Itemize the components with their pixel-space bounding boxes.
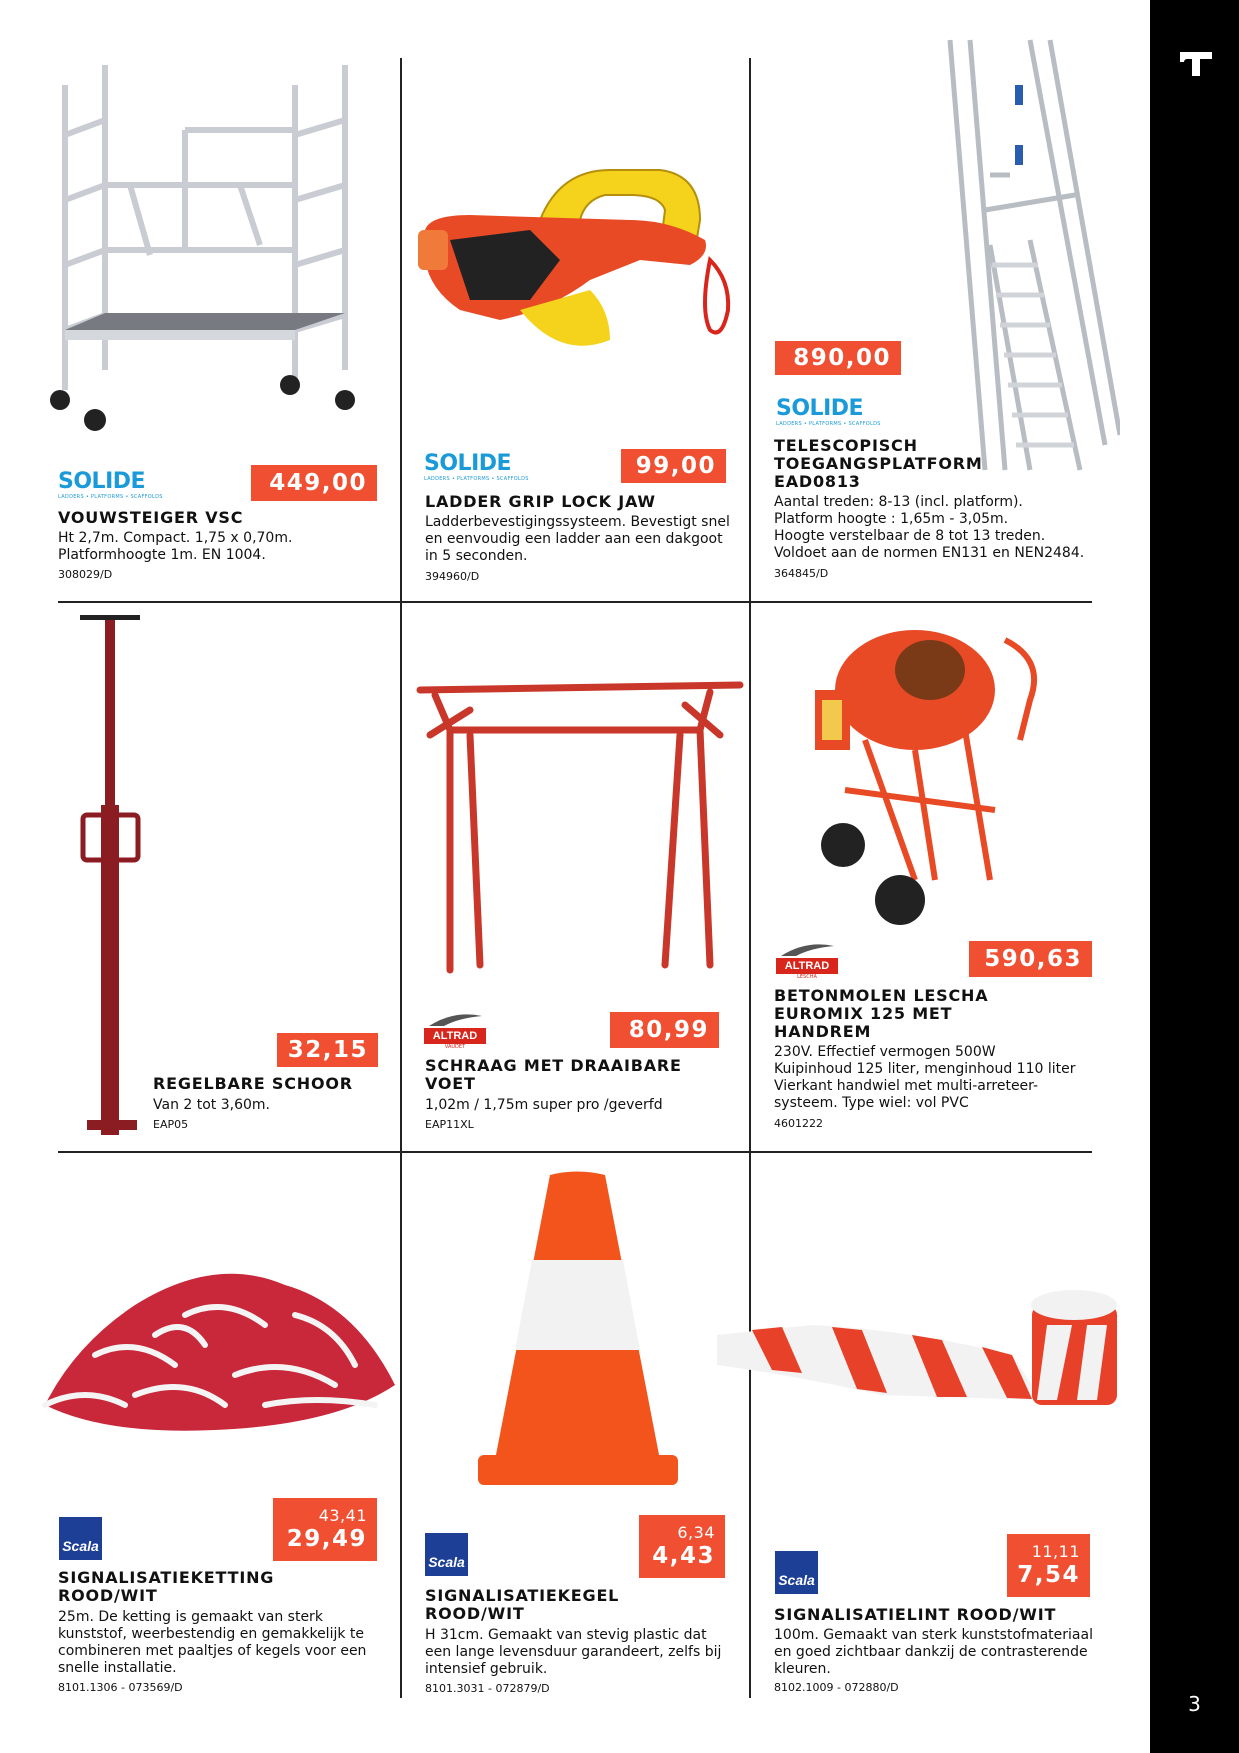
product-description: Van 2 tot 3,60m.	[153, 1097, 271, 1113]
product-description: 230V. Effectief vermogen 500W Kuipinhoud 125 liter, menginhoud 110 liter Vierkant handwiel met multi-arreteer- systeem. Type wiel: vol PVC	[774, 1044, 1076, 1111]
product-code: 308029/D	[58, 568, 113, 581]
altrad-logo: ALTRAD VAUDET	[424, 1012, 486, 1048]
product-image-scaffold	[45, 55, 395, 440]
product-code: 394960/D	[425, 570, 480, 583]
scala-logo: Scala	[775, 1551, 818, 1594]
product-image-chain	[35, 1255, 400, 1440]
solide-logo: SOLIDE LADDERS • PLATFORMS • SCAFFOLDS	[776, 396, 881, 427]
product-code: EAP11XL	[425, 1118, 474, 1131]
grid-divider	[58, 1151, 1092, 1153]
product-code: 8102.1009 - 072880/D	[774, 1681, 899, 1694]
price-tag: 6,34 4,43	[639, 1515, 725, 1578]
altrad-logo: ALTRAD LESCHA	[776, 942, 838, 978]
product-title: TELESCOPISCH TOEGANGSPLATFORM EAD0813	[774, 436, 983, 491]
product-title: SCHRAAG MET DRAAIBARE VOET	[425, 1056, 682, 1093]
scala-logo: Scala	[59, 1517, 102, 1560]
price-tag: 99,00	[621, 449, 726, 483]
product-description: 25m. De ketting is gemaakt van sterk kunststof, weerbestendig en gemakkelijk te combineren met paaltjes of kegels voor een snelle installatie.	[58, 1609, 367, 1676]
page-number: 3	[1188, 1692, 1201, 1716]
product-description: Aantal treden: 8-13 (incl. platform). Platform hoogte : 1,65m - 3,05m. Hoogte verstelbaar de 8 tot 13 treden. Voldoet aan de normen EN131 en NEN2484.	[774, 494, 1085, 561]
product-title: LADDER GRIP LOCK JAW	[425, 492, 656, 511]
product-code: 8101.1306 - 073569/D	[58, 1681, 183, 1694]
solide-logo: SOLIDE LADDERS • PLATFORMS • SCAFFOLDS	[58, 469, 163, 500]
product-image-grip-lock	[410, 160, 740, 370]
product-image-traffic-cone	[470, 1170, 685, 1500]
product-code: 8101.3031 - 072879/D	[425, 1682, 550, 1695]
brand-logo-icon	[1178, 50, 1214, 78]
product-description: Ht 2,7m. Compact. 1,75 x 0,70m. Platformhoogte 1m. EN 1004.	[58, 530, 293, 563]
price-tag: 11,11 7,54	[1007, 1534, 1090, 1597]
product-description: 1,02m / 1,75m super pro /geverfd	[425, 1097, 663, 1113]
product-title: SIGNALISATIEKETTING ROOD/WIT	[58, 1568, 275, 1605]
product-code: 364845/D	[774, 567, 829, 580]
product-title: BETONMOLEN LESCHA EUROMIX 125 MET HANDREM	[774, 986, 989, 1041]
grid-divider	[400, 58, 402, 1698]
product-image-barrier-tape	[712, 1285, 1127, 1415]
product-title: REGELBARE SCHOOR	[153, 1074, 353, 1093]
price-tag: 80,99	[610, 1012, 719, 1048]
product-description: Ladderbevestigingssysteem. Bevestigt snel en eenvoudig een ladder aan een dakgoot in 5 seconden.	[425, 514, 730, 564]
grid-divider	[58, 601, 1092, 603]
product-title: VOUWSTEIGER VSC	[58, 508, 244, 527]
page-sidebar	[1150, 0, 1239, 1753]
product-description: H 31cm. Gemaakt van stevig plastic dat een lange levensduur garandeert, zelfs bij intensief gebruik.	[425, 1627, 722, 1677]
product-code: 4601222	[774, 1117, 823, 1130]
price-tag: 590,63	[969, 941, 1092, 977]
product-code: EAP05	[153, 1118, 189, 1131]
solide-logo: SOLIDE LADDERS • PLATFORMS • SCAFFOLDS	[424, 451, 529, 482]
product-image-prop	[75, 615, 155, 1145]
price-tag: 890,00	[775, 341, 901, 375]
bird-icon	[776, 942, 838, 958]
product-title: SIGNALISATIELINT ROOD/WIT	[774, 1605, 1057, 1624]
product-description: 100m. Gemaakt van sterk kunststofmateriaal en goed zichtbaar dankzij de contrasterende kleuren.	[774, 1627, 1093, 1677]
product-image-trestle	[410, 680, 750, 980]
price-tag: 43,41 29,49	[273, 1498, 377, 1561]
scala-logo: Scala	[425, 1533, 468, 1576]
price-tag: 449,00	[251, 465, 377, 501]
product-image-concrete-mixer	[805, 620, 1055, 930]
bird-icon	[424, 1012, 486, 1028]
product-title: SIGNALISATIEKEGEL ROOD/WIT	[425, 1586, 620, 1623]
price-tag: 32,15	[277, 1033, 378, 1067]
